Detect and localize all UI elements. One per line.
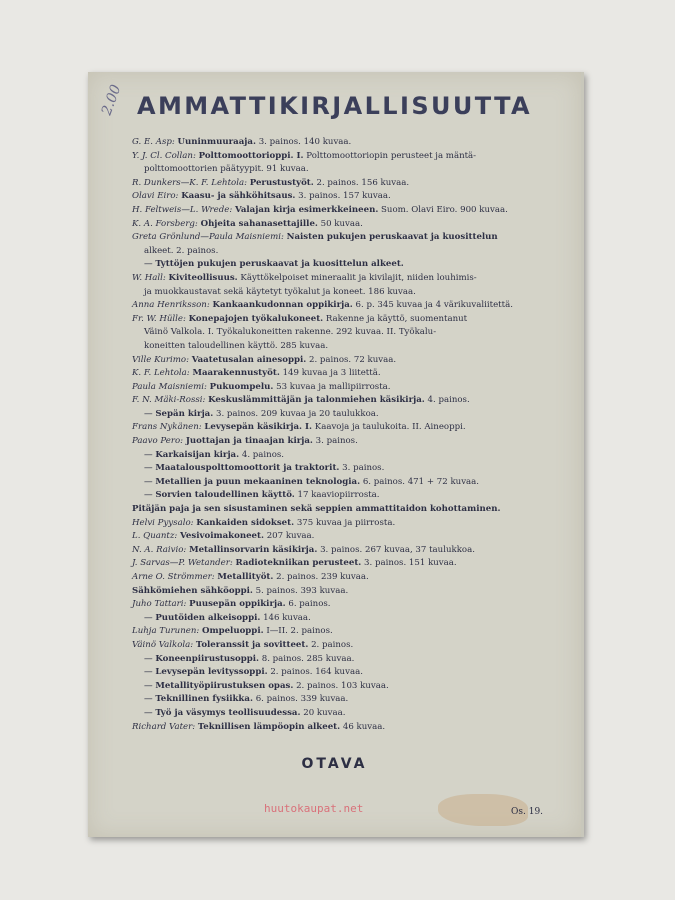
entry-rest: Kaavoja ja taulukoita. II. Aineoppi. bbox=[314, 422, 466, 433]
entry-rest: 8. painos. 285 kuvaa. bbox=[261, 653, 355, 664]
entry-rest: 3. painos. 140 kuvaa. bbox=[258, 137, 352, 147]
entry-author: N. A. Raivio: bbox=[132, 544, 187, 555]
list-item-continuation bbox=[132, 245, 552, 259]
entry-rest: Suom. Olavi Eiro. 900 kuvaa. bbox=[381, 204, 508, 215]
entry-title: Valajan kirja esimerkkeineen. bbox=[234, 204, 379, 215]
entry-rest: 6. p. 345 kuvaa ja 4 värikuvaliitettä. bbox=[355, 300, 513, 311]
entry-rest: 3. painos. 209 kuvaa ja 20 taulukkoa. bbox=[215, 408, 379, 419]
entry-author: Greta Grönlund—Paula Maisniemi: bbox=[132, 232, 284, 243]
entry-rest: 207 kuvaa. bbox=[266, 531, 315, 542]
entry-title: Juottajan ja tinaajan kirja. bbox=[185, 436, 313, 447]
entry-rest: 3. painos. 157 kuvaa. bbox=[298, 191, 391, 202]
entry-rest: 2. painos. 103 kuvaa. bbox=[296, 680, 389, 691]
entry-title: Puutöiden alkeisoppi. bbox=[155, 612, 261, 623]
entry-author: — bbox=[144, 463, 153, 474]
entry-author: Fr. W. Hülle: bbox=[132, 313, 186, 324]
entry-rest: 5. painos. 393 kuvaa. bbox=[255, 585, 349, 596]
list-item bbox=[132, 530, 552, 544]
entry-author: — bbox=[144, 680, 153, 691]
entry-rest: 3. painos. bbox=[315, 436, 358, 447]
entry-title: Pukuompelu. bbox=[209, 381, 274, 392]
entry-continuation-text: polttomoottorien päätyypit. 91 kuvaa. bbox=[144, 164, 309, 175]
entry-rest: 4. painos. bbox=[427, 395, 470, 406]
list-item bbox=[132, 136, 552, 150]
entry-author: — bbox=[144, 612, 153, 623]
entry-title: Perustustyöt. bbox=[249, 177, 314, 188]
entry-title: Työ ja väsymys teollisuudessa. bbox=[155, 707, 301, 718]
entry-rest: 6. painos. bbox=[288, 599, 331, 610]
list-item bbox=[132, 258, 552, 272]
list-item bbox=[132, 598, 552, 612]
publisher-name: OTAVA bbox=[301, 756, 368, 772]
entry-author: Juho Tattari: bbox=[132, 599, 187, 610]
list-item bbox=[132, 313, 552, 327]
entry-title: Metallinsorvarin käsikirja. bbox=[189, 544, 318, 555]
entry-author: — bbox=[144, 476, 153, 487]
entry-author: — bbox=[144, 490, 153, 501]
entry-rest: 2. painos. 239 kuvaa. bbox=[276, 572, 369, 582]
entry-author: Olavi Eiro: bbox=[132, 191, 179, 202]
list-item bbox=[132, 653, 552, 667]
entry-title: Kaasu- ja sähköhitsaus. bbox=[181, 191, 296, 202]
entry-author: — bbox=[144, 667, 153, 678]
entry-author: H. Feltweis—L. Wrede: bbox=[132, 204, 233, 215]
entry-title: Sorvien taloudellinen käyttö. bbox=[155, 490, 295, 501]
entry-rest: 6. painos. 339 kuvaa. bbox=[255, 694, 349, 705]
entry-rest: 149 kuvaa ja 3 liitettä. bbox=[282, 368, 381, 379]
list-item bbox=[132, 585, 552, 599]
entry-title: Naisten pukujen peruskaavat ja kuosittelun bbox=[286, 232, 498, 243]
entry-continuation-text: ja muokkaustavat sekä käytetyt työkalut ja koneet. 186 kuvaa. bbox=[144, 286, 416, 297]
entry-rest: I—II. 2. painos. bbox=[266, 626, 333, 637]
entry-title: Metallien ja puun mekaaninen teknologia. bbox=[155, 476, 361, 487]
list-item bbox=[132, 177, 552, 191]
list-item bbox=[132, 408, 552, 422]
entry-title: Sähkömiehen sähköoppi. bbox=[132, 585, 253, 596]
list-item bbox=[132, 571, 552, 585]
entry-title: Kankaankudonnan oppikirja. bbox=[212, 300, 353, 311]
entry-title: Radiotekniikan perusteet. bbox=[235, 558, 362, 569]
entry-continuation-text: Väinö Valkola. I. Työkalukoneitten rakenne. 292 kuvaa. II. Työkalu- bbox=[144, 327, 437, 338]
list-item bbox=[132, 204, 552, 218]
entry-author: K. F. Lehtola: bbox=[132, 368, 190, 379]
entry-author: R. Dunkers—K. F. Lehtola: bbox=[132, 177, 247, 188]
entry-rest: 46 kuvaa. bbox=[342, 721, 386, 732]
entry-title: Tyttöjen pukujen peruskaavat ja kuosittelun alkeet. bbox=[155, 259, 404, 270]
entry-rest: 2. painos. 164 kuvaa. bbox=[270, 667, 363, 678]
entry-rest: 146 kuvaa. bbox=[263, 612, 311, 623]
list-item bbox=[132, 150, 552, 164]
list-item-continuation bbox=[132, 340, 552, 354]
entry-rest: 4. painos. bbox=[241, 449, 285, 460]
list-item bbox=[132, 231, 552, 245]
entry-title: Karkaisijan kirja. bbox=[155, 449, 240, 460]
watermark: huutokaupat.net bbox=[264, 802, 364, 815]
entry-author: K. A. Forsberg: bbox=[132, 218, 198, 229]
list-item bbox=[132, 462, 552, 476]
list-item bbox=[132, 707, 552, 721]
entry-title: Vaatetusalan ainesoppi. bbox=[191, 354, 307, 365]
list-item bbox=[132, 218, 552, 232]
list-item bbox=[132, 693, 552, 707]
entry-author: — bbox=[144, 707, 153, 718]
entry-author: — bbox=[144, 259, 153, 270]
entry-title: Kankaiden sidokset. bbox=[196, 517, 295, 528]
entry-author: — bbox=[144, 408, 153, 419]
entry-title: Polttomoottorioppi. I. bbox=[198, 150, 304, 161]
entry-title: Puusepän oppikirja. bbox=[189, 599, 286, 610]
list-item-continuation bbox=[132, 163, 552, 177]
list-item bbox=[132, 367, 552, 381]
list-item bbox=[132, 476, 552, 490]
entry-rest: Polttomoottoriopin perusteet ja mäntä- bbox=[306, 150, 477, 161]
list-item bbox=[132, 503, 552, 517]
entry-author: — bbox=[144, 449, 153, 460]
entry-rest: 3. painos. 267 kuvaa, 37 taulukkoa. bbox=[320, 544, 475, 555]
entry-author: Arne O. Strömmer: bbox=[132, 572, 215, 582]
entry-author: Paula Maisniemi: bbox=[132, 381, 207, 392]
entry-author: W. Hall: bbox=[132, 272, 166, 283]
list-item bbox=[132, 666, 552, 680]
list-item bbox=[132, 299, 552, 313]
entry-author: Helvi Pyysalo: bbox=[132, 517, 194, 528]
list-item bbox=[132, 435, 552, 449]
entry-author: G. E. Asp: bbox=[132, 137, 175, 147]
entry-title: Kiviteollisuus. bbox=[168, 272, 238, 283]
entry-rest: Käyttökelpoiset mineraalit ja kivilajit, niiden louhimis- bbox=[240, 272, 477, 283]
entry-author: F. N. Mäki-Rossi: bbox=[132, 395, 206, 406]
entry-title: Teknillinen fysiikka. bbox=[155, 694, 253, 705]
entry-title: Levysepän käsikirja. I. bbox=[204, 422, 313, 433]
entry-rest: 20 kuvaa. bbox=[303, 707, 346, 718]
entry-title: Teknillisen lämpöopin alkeet. bbox=[197, 721, 341, 732]
book-list bbox=[132, 136, 552, 734]
list-item bbox=[132, 557, 552, 571]
entry-title: Vesivoimakoneet. bbox=[180, 531, 264, 542]
entry-author: Väinö Valkola: bbox=[132, 639, 194, 650]
list-item bbox=[132, 394, 552, 408]
list-item bbox=[132, 354, 552, 368]
entry-author: Paavo Pero: bbox=[132, 436, 184, 447]
entry-author: Luhja Turunen: bbox=[132, 626, 200, 637]
entry-title: Pitäjän paja ja sen sisustaminen sekä seppien ammattitaidon kohottaminen. bbox=[132, 504, 501, 515]
entry-author: Anna Henriksson: bbox=[132, 300, 210, 311]
entry-title: Maarakennustyöt. bbox=[192, 368, 280, 379]
entry-title: Konepajojen työkalukoneet. bbox=[188, 313, 324, 324]
list-item bbox=[132, 639, 552, 653]
entry-title: Toleranssit ja sovitteet. bbox=[195, 639, 309, 650]
list-item bbox=[132, 612, 552, 626]
entry-title: Koneenpiirustusoppi. bbox=[155, 653, 259, 664]
entry-title: Metallityöpiirustuksen opas. bbox=[155, 680, 294, 691]
entry-title: Maatalouspolttomoottorit ja traktorit. bbox=[155, 463, 340, 474]
entry-author: — bbox=[144, 694, 153, 705]
entry-title: Metallityöt. bbox=[217, 572, 274, 582]
list-item-continuation bbox=[132, 286, 552, 300]
entry-title: Sepän kirja. bbox=[155, 408, 214, 419]
entry-author: J. Sarvas—P. Wetander: bbox=[132, 558, 233, 569]
page-title: AMMATTIKIRJALLISUUTTA bbox=[137, 92, 532, 120]
entry-author: Y. J. Cl. Collan: bbox=[132, 150, 196, 161]
list-item bbox=[132, 544, 552, 558]
entry-title: Uuninmuuraaja. bbox=[177, 137, 256, 147]
entry-title: Ompeluoppi. bbox=[202, 626, 264, 637]
list-item bbox=[132, 625, 552, 639]
list-item bbox=[132, 190, 552, 204]
entry-continuation-text: koneitten taloudellinen käyttö. 285 kuvaa. bbox=[144, 340, 329, 351]
list-item bbox=[132, 449, 552, 463]
entry-rest: Rakenne ja käyttö, suomentanut bbox=[325, 313, 468, 324]
entry-rest: 50 kuvaa. bbox=[320, 218, 363, 229]
entry-rest: 2. painos. 156 kuvaa. bbox=[316, 177, 410, 188]
entry-author: — bbox=[144, 653, 153, 664]
list-item bbox=[132, 517, 552, 531]
book-back-cover bbox=[88, 72, 584, 837]
entry-continuation-text: alkeet. 2. painos. bbox=[144, 245, 219, 256]
entry-author: L. Quantz: bbox=[132, 531, 178, 542]
entry-rest: 2. painos. 72 kuvaa. bbox=[308, 354, 397, 365]
list-item bbox=[132, 421, 552, 435]
entry-author: Richard Vater: bbox=[132, 721, 196, 732]
list-item bbox=[132, 489, 552, 503]
entry-rest: 53 kuvaa ja mallipiirrosta. bbox=[276, 381, 391, 392]
entry-rest: 375 kuvaa ja piirrosta. bbox=[296, 517, 396, 528]
list-item bbox=[132, 272, 552, 286]
entry-rest: 3. painos. 151 kuvaa. bbox=[364, 558, 457, 569]
list-item bbox=[132, 680, 552, 694]
entry-author: Ville Kurimo: bbox=[132, 354, 189, 365]
entry-rest: 2. painos. bbox=[311, 639, 354, 650]
entry-title: Levysepän levityssoppi. bbox=[155, 667, 268, 678]
entry-rest: 17 kaaviopiirrosta. bbox=[297, 490, 380, 501]
order-code: Os. 19. bbox=[511, 807, 544, 817]
list-item bbox=[132, 381, 552, 395]
list-item bbox=[132, 721, 552, 735]
entry-rest: 6. painos. 471 + 72 kuvaa. bbox=[362, 476, 480, 487]
entry-rest: 3. painos. bbox=[342, 463, 385, 474]
entry-title: Ohjeita sahanasettajille. bbox=[200, 218, 318, 229]
handwritten-price: 2.00 bbox=[98, 82, 125, 118]
entry-title: Keskuslämmittäjän ja talonmiehen käsikirja. bbox=[208, 395, 425, 406]
list-item-continuation bbox=[132, 326, 552, 340]
entry-author: Frans Nykänen: bbox=[132, 422, 202, 433]
